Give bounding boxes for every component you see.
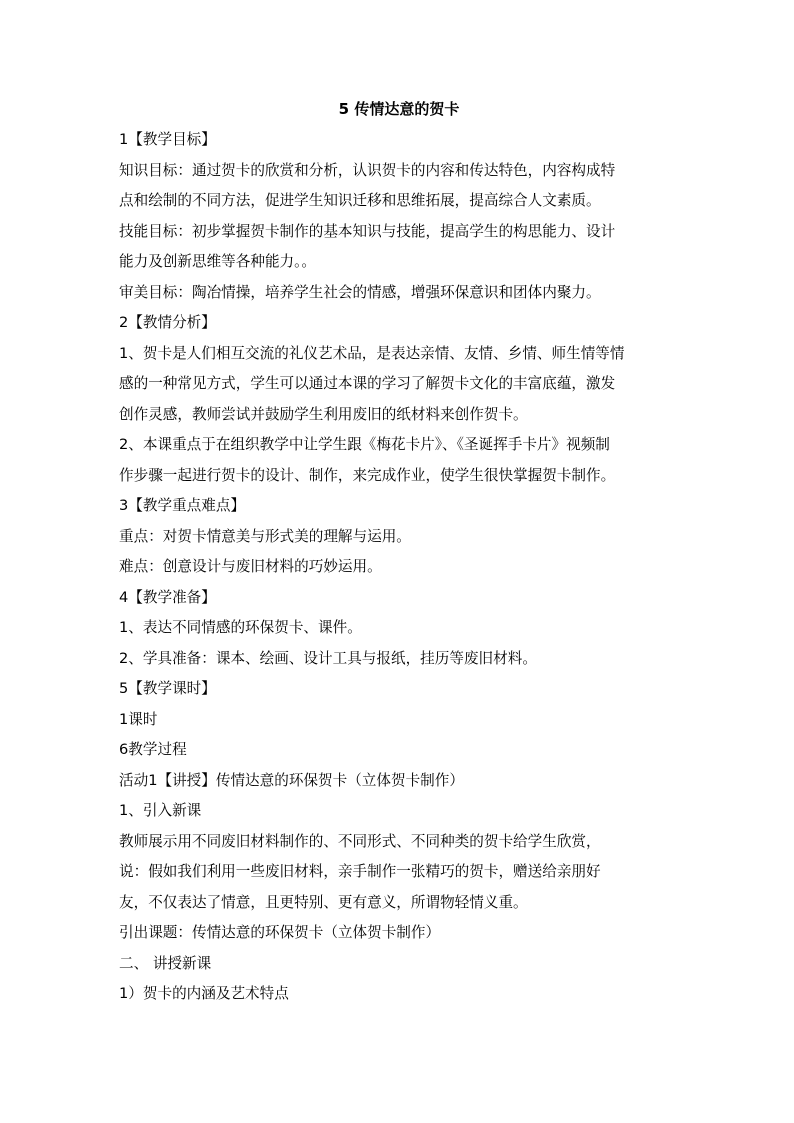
text-line: 重点：对贺卡情意美与形式美的理解与运用。	[119, 527, 411, 545]
text-line: 1、表达不同情感的环保贺卡、课件。	[119, 619, 362, 636]
text-line: 2、本课重点于在组织教学中让学生跟《梅花卡片》、《圣诞挥手卡片》视频制	[119, 436, 610, 453]
text-line: 4【教学准备】	[119, 588, 216, 606]
text-line: 1、贺卡是人们相互交流的礼仪艺术品，是表达亲情、友情、乡情、师生情等情	[119, 344, 625, 362]
text-line: 1、引入新课	[119, 802, 202, 819]
text-line: 技能目标：初步掌握贺卡制作的基本知识与技能，提高学生的构思能力、设计	[119, 222, 616, 240]
text-line: 教师展示用不同废旧材料制作的、不同形式、不同种类的贺卡给学生欣赏，	[119, 832, 601, 850]
text-line: 知识目标：通过贺卡的欣赏和分析，认识贺卡的内容和传达特色，内容构成特	[119, 161, 616, 179]
text-line: 6教学过程	[119, 741, 187, 758]
text-line: 1【教学目标】	[119, 131, 216, 148]
document-body	[119, 125, 679, 1010]
text-line: 创作灵感，教师尝试并鼓励学生利用废旧的纸材料来创作贺卡。	[119, 405, 528, 423]
text-line: 3【教学重点难点】	[119, 497, 246, 514]
text-line: 作步骤一起进行贺卡的设计、制作，来完成作业，使学生很快掌握贺卡制作。	[119, 466, 616, 484]
text-line: 能力及创新思维等各种能力。。	[119, 253, 317, 270]
text-line: 感的一种常见方式，学生可以通过本课的学习了解贺卡文化的丰富底蕴，激发	[119, 375, 616, 392]
text-line: 引出课题：传情达意的环保贺卡（立体贺卡制作）	[119, 924, 441, 941]
text-line: 说：假如我们利用一些废旧材料，亲手制作一张精巧的贺卡，赠送给亲朋好	[119, 863, 601, 880]
text-line: 点和绘制的不同方法，促进学生知识迁移和思维拓展，提高综合人文素质。	[119, 192, 601, 209]
document-title: 5 传情达意的贺卡	[338, 100, 460, 118]
text-line: 审美目标：陶冶情操，培养学生社会的情感，增强环保意识和团体内聚力。	[119, 283, 601, 301]
text-line: 二、 讲授新课	[119, 954, 212, 972]
text-line: 友，不仅表达了情意，且更特别、更有意义，所谓物轻情义重。	[119, 893, 528, 911]
text-line: 难点：创意设计与废旧材料的巧妙运用。	[119, 558, 382, 575]
text-line: 1课时	[119, 710, 158, 728]
text-line: 2【教情分析】	[119, 314, 216, 331]
text-line: 1）贺卡的内涵及艺术特点	[119, 985, 289, 1002]
text-line: 活动1【讲授】传情达意的环保贺卡（立体贺卡制作）	[119, 771, 464, 789]
document-page	[119, 95, 679, 1010]
text-line: 5【教学课时】	[119, 680, 216, 697]
text-line: 2、学具准备：课本、绘画、设计工具与报纸，挂历等废旧材料。	[119, 649, 537, 667]
